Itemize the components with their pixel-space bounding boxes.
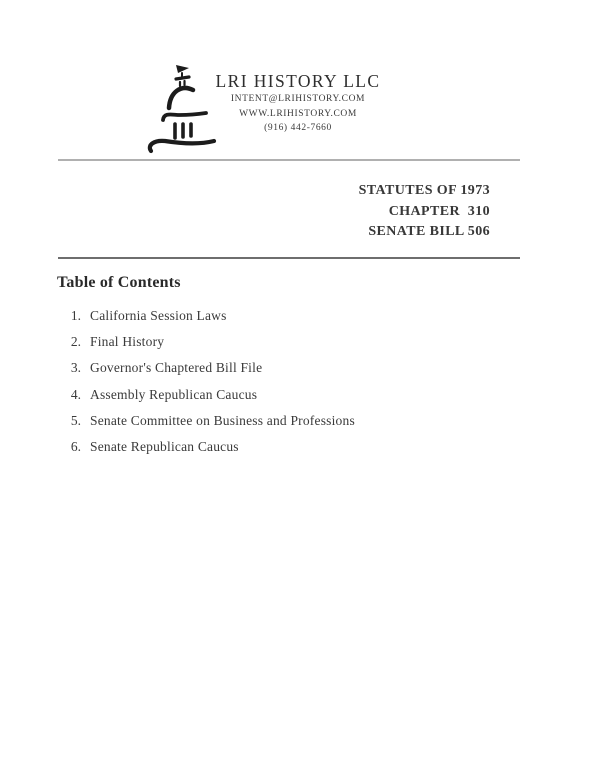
toc-item-governors-chaptered-bill-file	[0, 360, 600, 376]
contact-phone: (916) 442-7660	[264, 123, 332, 133]
toc-item-number: 4.	[70, 386, 81, 402]
contact-email: INTENT@LRIHISTORY.COM	[230, 94, 366, 104]
toc-item-label: California Session Laws	[90, 308, 227, 323]
toc-item-final-history	[0, 334, 600, 350]
flag-icon	[176, 65, 189, 73]
toc-item-label: Senate Republican Caucus	[90, 438, 239, 454]
toc-item-number: 3.	[70, 360, 81, 376]
reference-block	[359, 181, 490, 243]
toc-item-label: Governor's Chaptered Bill File	[90, 360, 263, 376]
toc-item-senate-republican-caucus	[0, 439, 600, 455]
statutes-line: STATUTES OF 1973	[358, 183, 490, 198]
chapter-line: CHAPTER 310	[388, 203, 490, 219]
toc-item-label: Assembly Republican Caucus	[90, 386, 258, 402]
toc-item-label: Final History	[90, 334, 165, 350]
toc-list	[0, 308, 600, 465]
contact-website: WWW.LRIHISTORY.COM	[239, 108, 357, 119]
horizontal-rule-top	[58, 159, 520, 161]
toc-item-label: Senate Committee on Business and Professions	[90, 412, 355, 428]
horizontal-rule-bottom	[58, 257, 520, 259]
toc-item-number: 2.	[70, 334, 81, 350]
letterhead	[212, 71, 384, 136]
capitol-dome-logo	[146, 56, 218, 158]
senate-bill-line: SENATE BILL 506	[368, 224, 490, 239]
toc-item-number: 5.	[70, 412, 81, 428]
toc-item-california-session-laws	[0, 308, 600, 324]
toc-item-senate-committee-business-professions	[0, 413, 600, 429]
toc-item-assembly-republican-caucus	[0, 387, 600, 403]
toc-item-number: 6.	[70, 438, 81, 454]
toc-item-number: 1.	[70, 308, 81, 323]
toc-title: Table of Contents	[57, 274, 181, 291]
company-name: LRI HISTORY LLC	[215, 71, 381, 91]
